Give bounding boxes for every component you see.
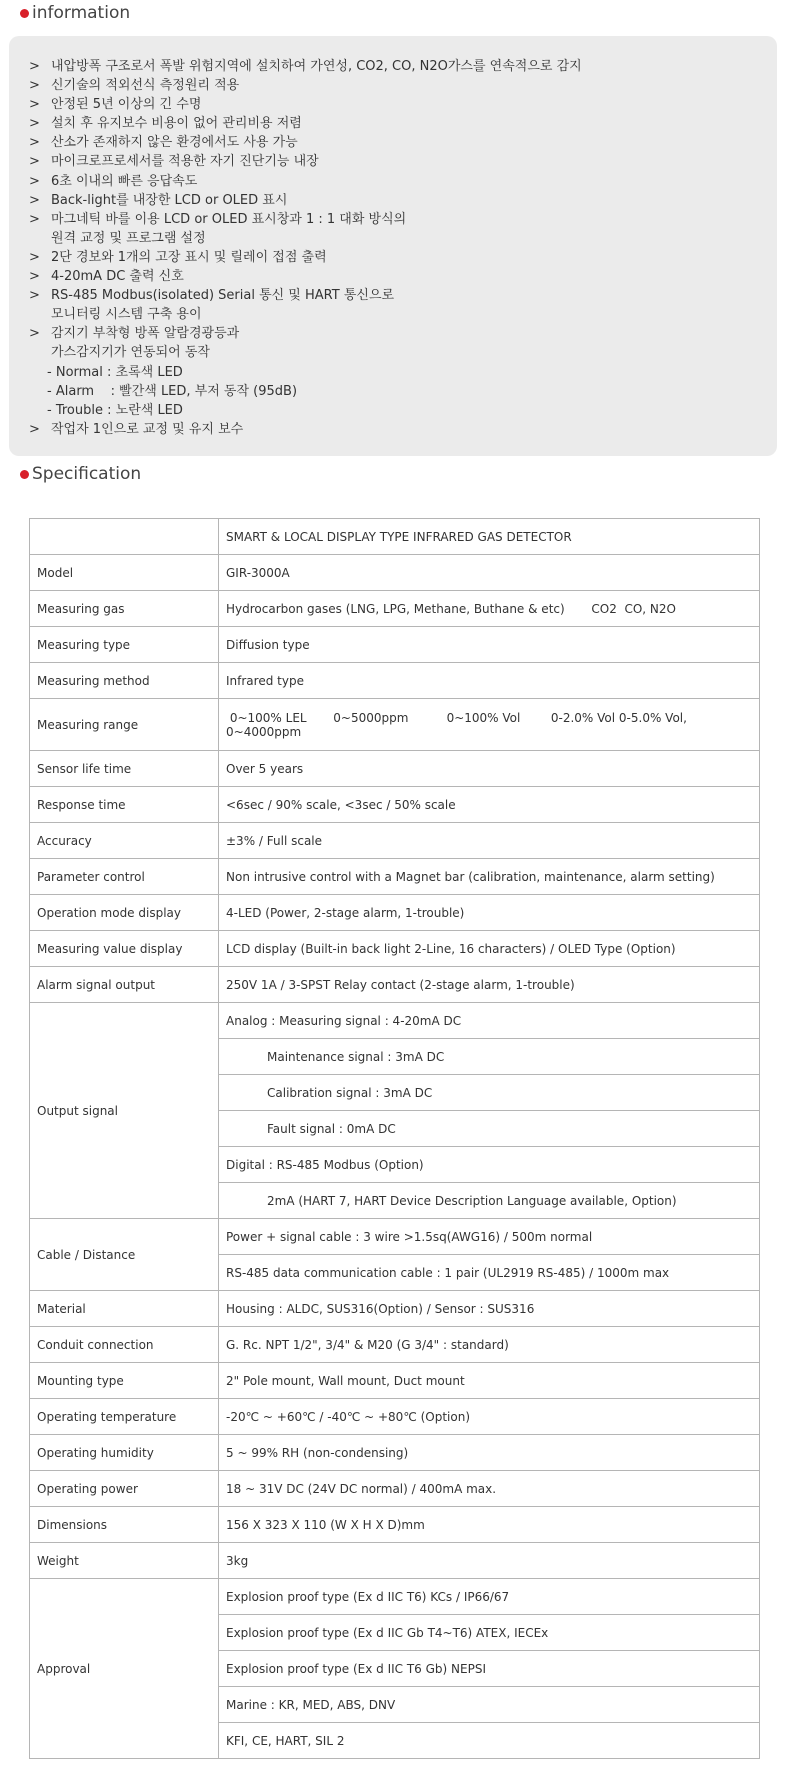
row-value: Calibration signal : 3mA DC [219,1075,760,1111]
information-heading [20,3,130,23]
table-row [30,1435,760,1471]
specification-title: Specification [32,464,142,484]
row-label: Conduit connection [30,1327,219,1363]
info-line: > 4-20mA DC 출력 신호 [29,269,184,285]
info-line-continuation: 가스감지기가 연동되어 동작 [51,345,210,361]
row-label: Dimensions [30,1507,219,1543]
row-label: Sensor life time [30,751,219,787]
info-line-continuation: 원격 교정 및 프로그램 설정 [51,230,206,246]
red-bullet-icon [20,9,29,18]
row-value: Explosion proof type (Ex d IIC T6 Gb) NEPSI [219,1651,760,1687]
info-line: > 2단 경보와 1개의 고장 표시 및 릴레이 접점 출력 [29,249,327,265]
row-label: Parameter control [30,859,219,895]
row-label: Accuracy [30,823,219,859]
table-row [30,1471,760,1507]
row-value: 2mA (HART 7, HART Device Description Language available, Option) [219,1183,760,1219]
info-line: > 산소가 존재하지 않은 환경에서도 사용 가능 [29,135,298,151]
row-value: <6sec / 90% scale, <3sec / 50% scale [219,787,760,823]
row-label: Output signal [30,1003,219,1219]
table-row [30,823,760,859]
row-value: Non intrusive control with a Magnet bar (calibration, maintenance, alarm setting) [219,859,760,895]
row-value: Analog : Measuring signal : 4-20mA DC [219,1003,760,1039]
row-value: 250V 1A / 3-SPST Relay contact (2-stage alarm, 1-trouble) [219,967,760,1003]
row-label: Response time [30,787,219,823]
table-row [30,699,760,751]
table-row [30,751,760,787]
row-label: Measuring range [30,699,219,751]
info-line: > 신기술의 적외선식 측정원리 적용 [29,78,240,94]
table-row [30,1363,760,1399]
row-label: Operating humidity [30,1435,219,1471]
table-row [30,1507,760,1543]
header-value-cell: SMART & LOCAL DISPLAY TYPE INFRARED GAS DETECTOR [219,519,760,555]
info-line: > 마그네틱 바를 이용 LCD or OLED 표시창과 1 : 1 대화 방식의 [29,211,407,227]
table-row [30,627,760,663]
table-row [30,1399,760,1435]
row-value: Marine : KR, MED, ABS, DNV [219,1687,760,1723]
information-box [9,36,777,456]
row-value: KFI, CE, HART, SIL 2 [219,1723,760,1759]
row-value: -20℃ ~ +60℃ / -40℃ ~ +80℃ (Option) [219,1399,760,1435]
info-line: > 안정된 5년 이상의 긴 수명 [29,97,202,113]
table-row [30,555,760,591]
row-label: Material [30,1291,219,1327]
row-label: Operating temperature [30,1399,219,1435]
row-value: Hydrocarbon gases (LNG, LPG, Methane, Buthane & etc) CO2 CO, N2O [219,591,760,627]
row-label: Measuring gas [30,591,219,627]
info-sub-line: - Normal : 초록색 LED [47,364,183,380]
red-bullet-icon [20,470,29,479]
row-value: Housing : ALDC, SUS316(Option) / Sensor : SUS316 [219,1291,760,1327]
row-label: Alarm signal output [30,967,219,1003]
info-sub-line: - Trouble : 노란색 LED [47,402,183,418]
row-value: 0~100% LEL 0~5000ppm 0~100% Vol 0-2.0% Vol 0-5.0% Vol, 0~4000ppm [219,699,760,751]
table-row [30,1579,760,1615]
row-value: Over 5 years [219,751,760,787]
row-value: LCD display (Built-in back light 2-Line, 16 characters) / OLED Type (Option) [219,931,760,967]
table-row [30,967,760,1003]
info-line: > 감지기 부착형 방폭 알람경광등과 [29,326,240,342]
info-line: > 내압방폭 구조로서 폭발 위험지역에 설치하여 가연성, CO2, CO, N2O가스를 연속적으로 감지 [29,59,582,74]
row-value: Fault signal : 0mA DC [219,1111,760,1147]
table-row [30,663,760,699]
row-label: Operation mode display [30,895,219,931]
info-sub-line: - Alarm : 빨간색 LED, 부저 동작 (95dB) [47,383,298,399]
row-value: ±3% / Full scale [219,823,760,859]
row-value: 4-LED (Power, 2-stage alarm, 1-trouble) [219,895,760,931]
row-value: 156 X 323 X 110 (W X H X D)mm [219,1507,760,1543]
information-title: information [32,3,131,23]
table-row [30,931,760,967]
info-line: > 마이크로프로세서를 적용한 자기 진단기능 내장 [29,154,319,170]
row-value: Explosion proof type (Ex d IIC T6) KCs / IP66/67 [219,1579,760,1615]
row-value: 5 ~ 99% RH (non-condensing) [219,1435,760,1471]
row-value: 3kg [219,1543,760,1579]
table-row [30,1327,760,1363]
table-row [30,787,760,823]
row-value: Digital : RS-485 Modbus (Option) [219,1147,760,1183]
table-row [30,1003,760,1039]
row-label: Weight [30,1543,219,1579]
row-value: GIR-3000A [219,555,760,591]
table-row [30,591,760,627]
row-value: Maintenance signal : 3mA DC [219,1039,760,1075]
info-line: > 설치 후 유지보수 비용이 없어 관리비용 저렴 [29,116,302,132]
table-row [30,1219,760,1255]
row-value: RS-485 data communication cable : 1 pair (UL2919 RS-485) / 1000m max [219,1255,760,1291]
row-value: Power + signal cable : 3 wire >1.5sq(AWG16) / 500m normal [219,1219,760,1255]
row-value: Diffusion type [219,627,760,663]
table-row [30,1291,760,1327]
row-label: Measuring method [30,663,219,699]
row-label: Model [30,555,219,591]
row-value: 2" Pole mount, Wall mount, Duct mount [219,1363,760,1399]
info-line: > RS-485 Modbus(isolated) Serial 통신 및 HART 통신으로 [29,288,395,304]
row-value: G. Rc. NPT 1/2", 3/4" & M20 (G 3/4" : standard) [219,1327,760,1363]
row-value: Explosion proof type (Ex d IIC Gb T4~T6) ATEX, IECEx [219,1615,760,1651]
info-line-continuation: 모니터링 시스템 구축 용이 [51,307,202,323]
header-label-cell [30,519,219,555]
table-row [30,519,760,555]
row-label: Measuring value display [30,931,219,967]
row-label: Approval [30,1579,219,1759]
row-value: 18 ~ 31V DC (24V DC normal) / 400mA max. [219,1471,760,1507]
info-line: > Back-light를 내장한 LCD or OLED 표시 [29,192,288,208]
row-label: Cable / Distance [30,1219,219,1291]
table-row [30,1543,760,1579]
row-value: Infrared type [219,663,760,699]
info-line: > 작업자 1인으로 교정 및 유지 보수 [29,421,244,437]
table-row [30,859,760,895]
row-label: Mounting type [30,1363,219,1399]
specification-table [29,518,760,1759]
table-row [30,895,760,931]
row-label: Measuring type [30,627,219,663]
info-line: > 6초 이내의 빠른 응답속도 [29,173,198,189]
row-label: Operating power [30,1471,219,1507]
specification-heading [20,464,141,484]
